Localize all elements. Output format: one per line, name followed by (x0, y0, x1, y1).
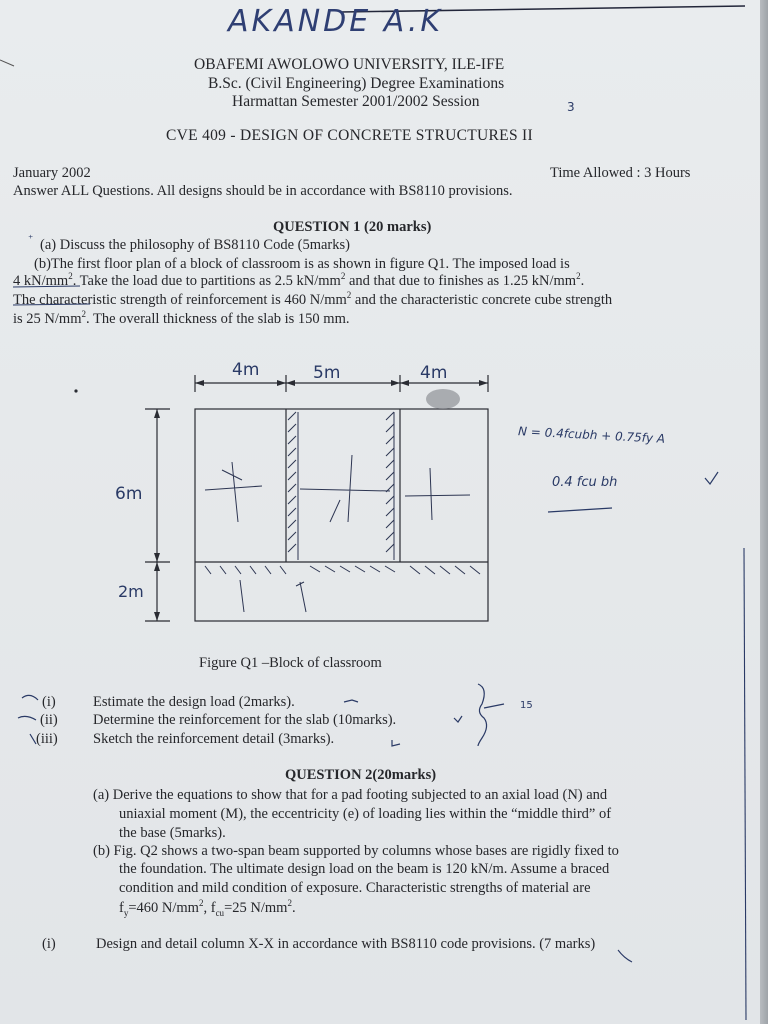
dim-label-4m-left: 4m (232, 360, 260, 380)
brace-note: 15 (520, 700, 533, 711)
q2-part-i-num: (i) (42, 936, 56, 952)
q1-part-b-line1: (b)The first floor plan of a block of classroom is as shown in figure Q1. The imposed load is (34, 256, 570, 272)
slab-thickness-text: . The overall thickness of the slab is 150 mm. (85, 311, 350, 327)
fy-value: =460 N/mm (128, 900, 199, 916)
sup: 2 (198, 898, 204, 909)
imposed-load-text: 4 kN/mm (13, 273, 69, 289)
q1-part-num: (ii) (40, 712, 58, 728)
q2-part-a-line2: uniaxial moment (M), the eccentricity (e) of loading lies within the “middle third” of (119, 806, 612, 822)
finishes-load-text: and that due to finishes as 1.25 kN/mm (345, 273, 577, 289)
sup: 2 (346, 290, 352, 301)
page-mark: 3 (567, 100, 575, 114)
course-title: CVE 409 - DESIGN OF CONCRETE STRUCTURES II (166, 127, 533, 144)
q1-part-num: (i) (42, 694, 56, 710)
cube-strength-text: is 25 N/mm (13, 311, 82, 327)
sub: y (123, 907, 129, 918)
q2-part-i-text: Design and detail column X-X in accordance with BS8110 code provisions. (7 marks) (96, 936, 596, 952)
period: . (580, 273, 585, 289)
fcu-value: =25 N/mm (224, 900, 288, 916)
instructions: Answer ALL Questions. All designs should be in accordance with BS8110 provisions. (13, 183, 513, 199)
sup: 2 (576, 271, 581, 282)
sup: 2 (340, 271, 346, 282)
figure-caption: Figure Q1 –Block of classroom (199, 655, 382, 671)
sup: 2 (287, 898, 292, 909)
q1-part-num: (iii) (36, 731, 58, 747)
concrete-strength-text: and the characteristic concrete cube strength (351, 292, 613, 308)
q2-part-b-line3: condition and mild condition of exposure. Characteristic strengths of material are (119, 880, 591, 896)
margin-formula-2: 0.4 fcu bh (552, 475, 618, 490)
dim-label-4m-right: 4m (420, 363, 448, 383)
partition-load-text: . Take the load due to partitions as 2.5 kN/mm (72, 273, 341, 289)
reinforcement-strength-text: The characteristic strength of reinforcement is 460 N/mm (13, 292, 347, 308)
sub: cu (215, 907, 225, 918)
time-allowed: Time Allowed : 3 Hours (550, 165, 691, 181)
university-name: OBAFEMI AWOLOWO UNIVERSITY, ILE-IFE (194, 56, 505, 73)
q2-title: QUESTION 2(20marks) (285, 767, 437, 783)
dim-label-2m: 2m (118, 582, 144, 601)
sup: 2 (68, 271, 73, 282)
q2-part-a-line3: the base (5marks). (119, 825, 226, 841)
dim-label-6m: 6m (115, 484, 143, 504)
handwritten-name: AKANDE A.K (228, 4, 444, 39)
sup: 2 (81, 309, 86, 320)
q1-part-text: Sketch the reinforcement detail (3marks). (93, 731, 335, 747)
dim-label-5m: 5m (313, 363, 341, 383)
period: . (291, 900, 296, 916)
fy-symbol: f (119, 900, 124, 916)
q2-part-b-line1: (b) Fig. Q2 shows a two-span beam supported by columns whose bases are rigidly fixed to (93, 843, 619, 859)
q1-part-text: Determine the reinforcement for the slab (10marks). (93, 712, 397, 728)
q1-part-text: Estimate the design load (2marks). (93, 694, 295, 710)
q2-part-b-line2: the foundation. The ultimate design load on the beam is 120 kN/m. Assume a braced (119, 861, 610, 877)
fcu-symbol: , f (203, 900, 216, 916)
q1-part-a: (a) Discuss the philosophy of BS8110 Code (5marks) (40, 237, 350, 253)
exam-date: January 2002 (13, 165, 91, 181)
q1-title: QUESTION 1 (20 marks) (273, 219, 432, 235)
q1-tick-mark: ⁺ (28, 234, 34, 245)
margin-formula-1: N = 0.4fcubh + 0.75fy A (517, 424, 666, 446)
session-line: Harmattan Semester 2001/2002 Session (232, 93, 480, 110)
degree-line: B.Sc. (Civil Engineering) Degree Examinations (208, 75, 505, 92)
q2-part-a-line1: (a) Derive the equations to show that for a pad footing subjected to an axial load (N) and (93, 787, 608, 803)
